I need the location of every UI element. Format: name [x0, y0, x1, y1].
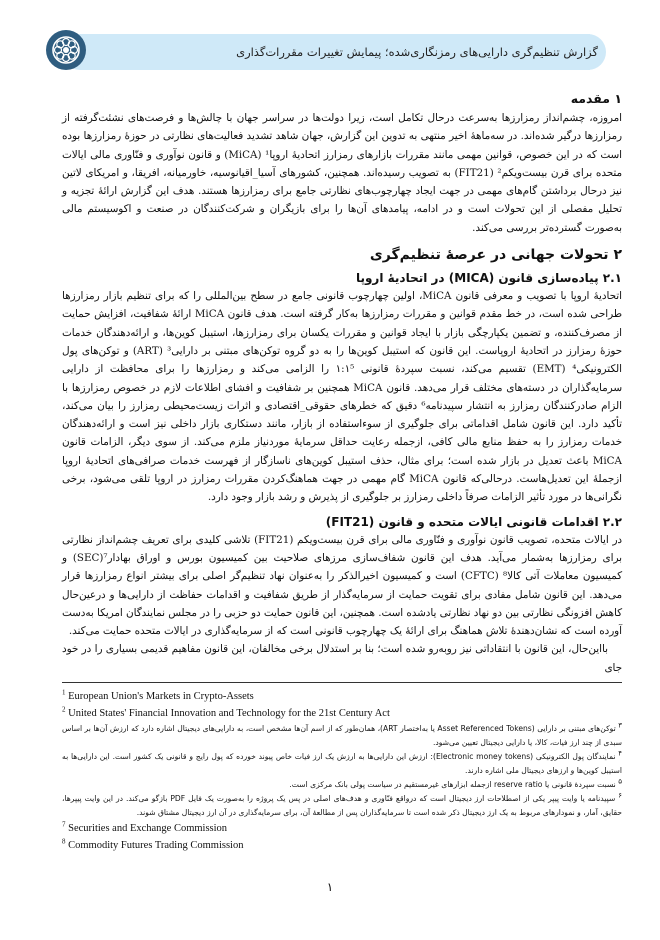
footnote-8 [62, 837, 622, 854]
footnote-marker: ۵ [618, 777, 622, 786]
footnote-marker: 7 [62, 820, 66, 829]
footnote-text: United States' Financial Innovation and Technology for the 21st Century Act [68, 708, 390, 719]
footnote-marker: ۳ [618, 721, 623, 730]
fit21-paragraph: در ایالات متحده، تصویب قانون نوآوری و فنّاوری مالی برای قرن بیست‌ویکم (FIT21) تلاشی کلیدی برای تعریف چشم‌انداز نظارتی برای رمزارزها به‌شمار می‌آید. هدف این قانون شفاف‌سازی مرزهای صلاحیت بین کمیسیون بورس و اوراق بهادار⁷(SEC) و کمیسیون معاملات آتی کالا⁸ (CFTC) است و کمیسیون اخیرالذکر را به‌عنوان نهاد تنظیم‌گر اصلی برای بیشتر انواع رمزارزها قرار می‌دهد. این قانون شامل مفادی برای تقویت حمایت از سرمایه‌گذار از طریق شفافیت و اقدامات حفاظت از دارایی‌ها و درعین‌حال کاهش افزونگی نظارتی بین دو نهاد نظارتی یادشده است. همچنین، این قانون حمایت دو حزبی را در مجلس نمایندگان امریکا به‌دست آورده است که نشان‌دهندۀ تلاش هماهنگ برای ارائۀ یک چهارچوب قانونی است که از سرمایه‌گذاری در ایالات متحده حمایت می‌کند. [62, 533, 623, 638]
footnote-marker: 1 [62, 688, 66, 697]
footnote-text: European Union's Markets in Crypto-Assets [68, 691, 254, 702]
section-heading-introduction: ۱ مقدمه [570, 91, 622, 106]
footnote-5 [62, 778, 622, 792]
footnote-text: نمایندگان پول الکترونیکی (Electronic money tokens): ارزش این دارایی‌ها به ارزش یک ارز فیات خاص پیوند خورده که پول رایج و قانونی یک کشور است. این دارایی‌ها به استیبل کوین‌ها و ارزهای دیجیتال ملی اشاره دارند. [62, 752, 622, 775]
footnote-marker: 2 [62, 705, 66, 714]
footnote-4 [62, 750, 622, 778]
footnote-2 [62, 705, 622, 722]
footnote-3 [62, 722, 622, 750]
footnote-text: توکن‌های مبتنی بر دارایی (Asset Referenced Tokens یا به‌اختصار ART)، همان‌طور که از اسم آن‌ها مشخص است، به دارایی‌های دیجیتال اشاره دارد که ارزش آن‌ها بر اساس سبدی از چند ارز فیات، کالا، یا دارایی دیجیتال تعیین می‌شود. [62, 724, 622, 747]
footnote-6 [62, 792, 622, 820]
footnote-marker: ۶ [618, 791, 622, 800]
page-number: ۱ [326, 880, 334, 894]
subsection-heading-fit21: ۲.۲ اقدامات قانونی ایالات متحده و قانون (FIT21) [325, 514, 622, 529]
footnote-text: نسبت سپردۀ قانونی یا reserve ratio ازجمله ابزارهای غیرمستقیم در سیاست پولی بانک مرکزی است. [289, 780, 616, 789]
introduction-paragraph: امروزه، چشم‌انداز رمزارزها به‌سرعت درحال تکامل است، زیرا دولت‌ها در سراسر جهان با چالش‌ها و فرصت‌های نشئت‌گرفته از رمزارزها درگیر شده‌اند. در سه‌ماهۀ اخیر منتهی به تدوین این گزارش، جهان شاهد تشدید فعالیت‌های نظارتی در حوزۀ رمزارزها بوده است که در این خصوص، قوانین مهمی مانند مقررات بازارهای رمزارز اتحادیۀ اروپا¹ (MiCA) و قانون نوآوری و فنّاوری مالی ایالات متحده برای قرن بیست‌ویکم² (FIT21) به تصویب رسیده‌اند. همچنین، کشورهای آسیا_اقیانوسیه، خاورمیانه، افریقا، و امریکای لاتین نیز درحال برداشتن گام‌های مهمی در جهت ایجاد چهارچوب‌های نظارتی جامع برای رمزارزها هستند. هدف این گزارش ارائۀ تجزیه و تحلیل مفصلی از این تحولات است و در ادامه، پیامدهای آن‌ها را برای بازیگران و شرکت‌کنندگان در صنعت و اکوسیستم مالی به‌صورت گسترده‌تر بررسی می‌کند. [62, 112, 622, 234]
main-content [62, 85, 622, 677]
footnote-1 [62, 688, 622, 705]
section-heading-global-developments: ۲ تحولات جهانی در عرصۀ تنظیم‌گری [369, 247, 622, 264]
footnote-text: Commodity Futures Trading Commission [68, 840, 244, 851]
footnote-separator [62, 682, 622, 683]
footnote-7 [62, 820, 622, 837]
running-header-title: گزارش تنظیم‌گری دارایی‌های رمزنگاری‌شده؛ پیمایش تغییرات مقررات‌گذاری [236, 45, 598, 59]
institution-emblem-icon [46, 30, 86, 70]
footnote-marker: ۴ [618, 749, 623, 758]
subsection-heading-mica: ۲.۱ پیادەسازی قانون (MICA) در اتحادیۀ اروپا [355, 271, 622, 286]
fit21-criticism-paragraph: بااین‌حال، این قانون با انتقاداتی نیز روبه‌رو شده است؛ بنا بر استدلال برخی مخالفان، این قانون مفاهیم قدیمی بسیاری را در خود جای [62, 643, 622, 674]
footnote-text: Securities and Exchange Commission [68, 823, 228, 834]
footnotes [62, 688, 622, 854]
mica-paragraph: اتحادیۀ اروپا با تصویب و معرفی قانون MiCA، اولین چهارچوب قانونی جامع در سطح بین‌المللی را که برای تنظیم بازار رمزارزها طراحی شده است، در خط مقدم قوانین و مقررات رمزارزها به‌کار گرفته است. هدف قانون MiCA ارائۀ شفافیت، افزایش حمایت از مصرف‌کننده، و تضمین یکپارچگی بازار با ایجاد قوانین و مقررات یکسان برای رمزارزها، استیبل کوین‌ها، و ارائه‌دهندگان خدمات حوزۀ رمزارز در اتحادیۀ اروپاست. این قانون که استیبل کوین‌ها را به دو گروه توکن‌های مبتنی بر دارایی³ (ART) و توکن‌های پول الکترونیکی⁴ (EMT) تقسیم می‌کند، نسبت سپردۀ قانونی ۱:۱⁵ را الزامی می‌کند و رمزارزها را برای محافظت از دارایی سرمایه‌گذاران در دسته‌های مختلف قرار می‌دهد. قانون MiCA همچنین بر شفافیت و افشای اطلاعات لازم در خصوص رمزارزها با الزام صادرکنندگان رمزارز به انتشار سپیدنامه⁶ دقیق که خطرهای حقوقی_اقتصادی و اثرات زیست‌محیطی رمزارز را بیان می‌کند، تأکید دارد. این قانون شامل اقداماتی برای جلوگیری از سوءاستفاده از بازار، مانند دستکاری بازار داخلی نیز است و ارائه‌دهندگان خدمات رمزارز را به حفظ منابع مالی کافی، ازجمله رعایت حداقل سرمایۀ موردنیاز ملزم می‌کند. از سوی دیگر، الزامات قانون MiCA باعث تعدیل در بازار شده است؛ برای مثال، حذف استیبل کوین‌های ناسازگار از فهرست خدمات صرافی‌های اتحادیۀ اروپا ازجملۀ این تعدیل‌هاست. درحالی‌که قانون MiCA گام مهمی در جهت هماهنگ‌کردن مقررات رمزارز در اروپا تلقی می‌شود، برخی نگرانی‌ها در مورد تأثیر الزامات صرفاً داخلی رمزارز بر جلوگیری از پذیرش و رشد بازار وجود دارد. [62, 290, 623, 504]
footnote-text: سپیدنامه یا وایت پیپر یکی از اصطلاحات ارز دیجیتال است که درواقع فنّاوری و هدف‌های اصلی در پس یک پروژه را به‌صورت یک فایل PDF بازگو می‌کند. در این وایت پیپرها، حقایق، آمار، و نمودارهای مربوط به یک ارز دیجیتال ذکر شده است تا سرمایه‌گذاران پس از مطالعۀ آن، برای سرمایه‌گذاری در آن ارز دیجیتال مشتاق شوند. [62, 794, 622, 817]
footnote-marker: 8 [62, 837, 66, 846]
